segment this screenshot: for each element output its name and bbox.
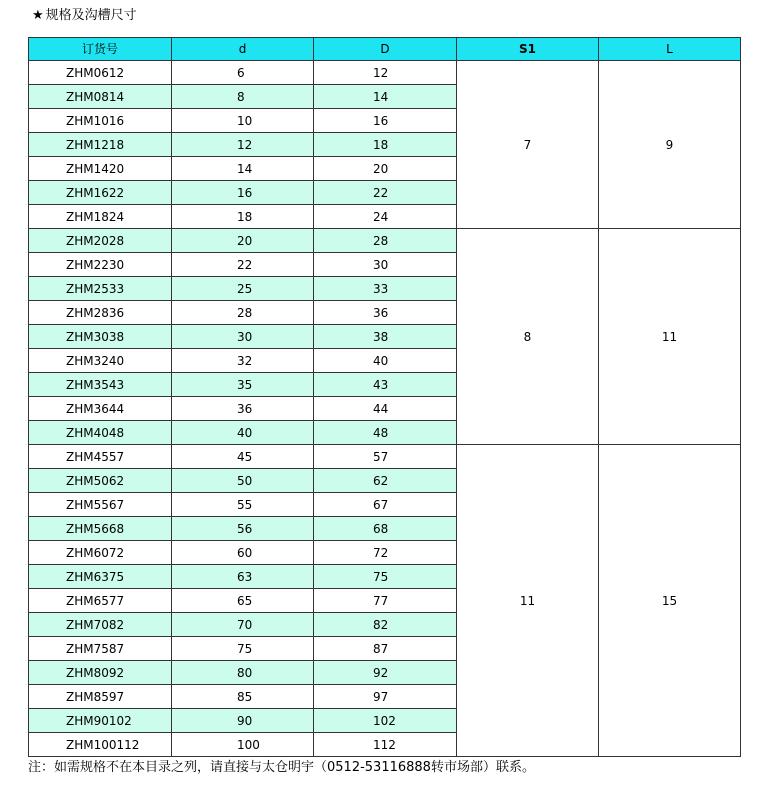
cell-D: 18 [314,133,457,157]
cell-order-number: ZHM7082 [29,613,172,637]
cell-D: 57 [314,445,457,469]
cell-D: 68 [314,517,457,541]
cell-d: 10 [172,109,314,133]
cell-order-number: ZHM3543 [29,373,172,397]
cell-order-number: ZHM1218 [29,133,172,157]
cell-order-number: ZHM6375 [29,565,172,589]
cell-s1: 11 [457,445,599,757]
cell-d: 8 [172,85,314,109]
cell-D: 77 [314,589,457,613]
cell-d: 55 [172,493,314,517]
cell-D: 14 [314,85,457,109]
cell-order-number: ZHM8092 [29,661,172,685]
cell-s1: 8 [457,229,599,445]
cell-order-number: ZHM2836 [29,301,172,325]
cell-order-number: ZHM1622 [29,181,172,205]
cell-order-number: ZHM4048 [29,421,172,445]
cell-order-number: ZHM1420 [29,157,172,181]
cell-order-number: ZHM100112 [29,733,172,757]
cell-D: 102 [314,709,457,733]
cell-D: 44 [314,397,457,421]
cell-d: 6 [172,61,314,85]
cell-D: 97 [314,685,457,709]
cell-d: 45 [172,445,314,469]
cell-d: 75 [172,637,314,661]
cell-order-number: ZHM8597 [29,685,172,709]
cell-d: 100 [172,733,314,757]
cell-order-number: ZHM3038 [29,325,172,349]
cell-order-number: ZHM5668 [29,517,172,541]
cell-order-number: ZHM2533 [29,277,172,301]
cell-D: 62 [314,469,457,493]
cell-D: 30 [314,253,457,277]
cell-order-number: ZHM5567 [29,493,172,517]
cell-D: 40 [314,349,457,373]
spec-table [28,37,741,757]
cell-d: 90 [172,709,314,733]
cell-d: 18 [172,205,314,229]
cell-D: 33 [314,277,457,301]
cell-D: 92 [314,661,457,685]
cell-D: 24 [314,205,457,229]
cell-d: 12 [172,133,314,157]
header-d: d [172,38,314,61]
star-icon: ★ [32,8,44,23]
table-row [29,229,741,253]
table-body [29,61,741,757]
header-l: L [599,38,741,61]
cell-order-number: ZHM1016 [29,109,172,133]
cell-D: 67 [314,493,457,517]
cell-d: 30 [172,325,314,349]
cell-D: 36 [314,301,457,325]
cell-d: 14 [172,157,314,181]
cell-order-number: ZHM4557 [29,445,172,469]
cell-d: 40 [172,421,314,445]
cell-D: 16 [314,109,457,133]
cell-D: 28 [314,229,457,253]
cell-D: 87 [314,637,457,661]
cell-D: 38 [314,325,457,349]
cell-d: 70 [172,613,314,637]
cell-order-number: ZHM0814 [29,85,172,109]
cell-order-number: ZHM6577 [29,589,172,613]
cell-d: 56 [172,517,314,541]
page-title [32,6,137,26]
cell-order-number: ZHM1824 [29,205,172,229]
cell-l: 9 [599,61,741,229]
table-row [29,445,741,469]
cell-d: 85 [172,685,314,709]
page-title-text: 规格及沟槽尺寸 [45,8,137,23]
cell-D: 48 [314,421,457,445]
cell-D: 43 [314,373,457,397]
cell-s1: 7 [457,61,599,229]
cell-order-number: ZHM6072 [29,541,172,565]
cell-d: 80 [172,661,314,685]
cell-l: 11 [599,229,741,445]
cell-D: 12 [314,61,457,85]
cell-d: 20 [172,229,314,253]
cell-order-number: ZHM3644 [29,397,172,421]
table-row [29,61,741,85]
cell-d: 35 [172,373,314,397]
cell-order-number: ZHM3240 [29,349,172,373]
header-s1: S1 [457,38,599,61]
cell-l: 15 [599,445,741,757]
header-order-number: 订货号 [29,38,172,61]
cell-order-number: ZHM7587 [29,637,172,661]
cell-order-number: ZHM90102 [29,709,172,733]
cell-d: 60 [172,541,314,565]
cell-order-number: ZHM2028 [29,229,172,253]
cell-order-number: ZHM5062 [29,469,172,493]
cell-d: 50 [172,469,314,493]
cell-d: 65 [172,589,314,613]
cell-D: 75 [314,565,457,589]
cell-d: 36 [172,397,314,421]
cell-d: 32 [172,349,314,373]
table-header-row [29,38,741,61]
cell-D: 82 [314,613,457,637]
cell-D: 22 [314,181,457,205]
cell-d: 16 [172,181,314,205]
cell-d: 22 [172,253,314,277]
cell-order-number: ZHM0612 [29,61,172,85]
cell-D: 20 [314,157,457,181]
cell-order-number: ZHM2230 [29,253,172,277]
header-D: D [314,38,457,61]
cell-D: 72 [314,541,457,565]
footer-note: 注：如需规格不在本目录之列，请直接与太仓明宇（0512-53116888转市场部）联系。 [28,760,535,775]
cell-D: 112 [314,733,457,757]
cell-d: 25 [172,277,314,301]
cell-d: 28 [172,301,314,325]
cell-d: 63 [172,565,314,589]
